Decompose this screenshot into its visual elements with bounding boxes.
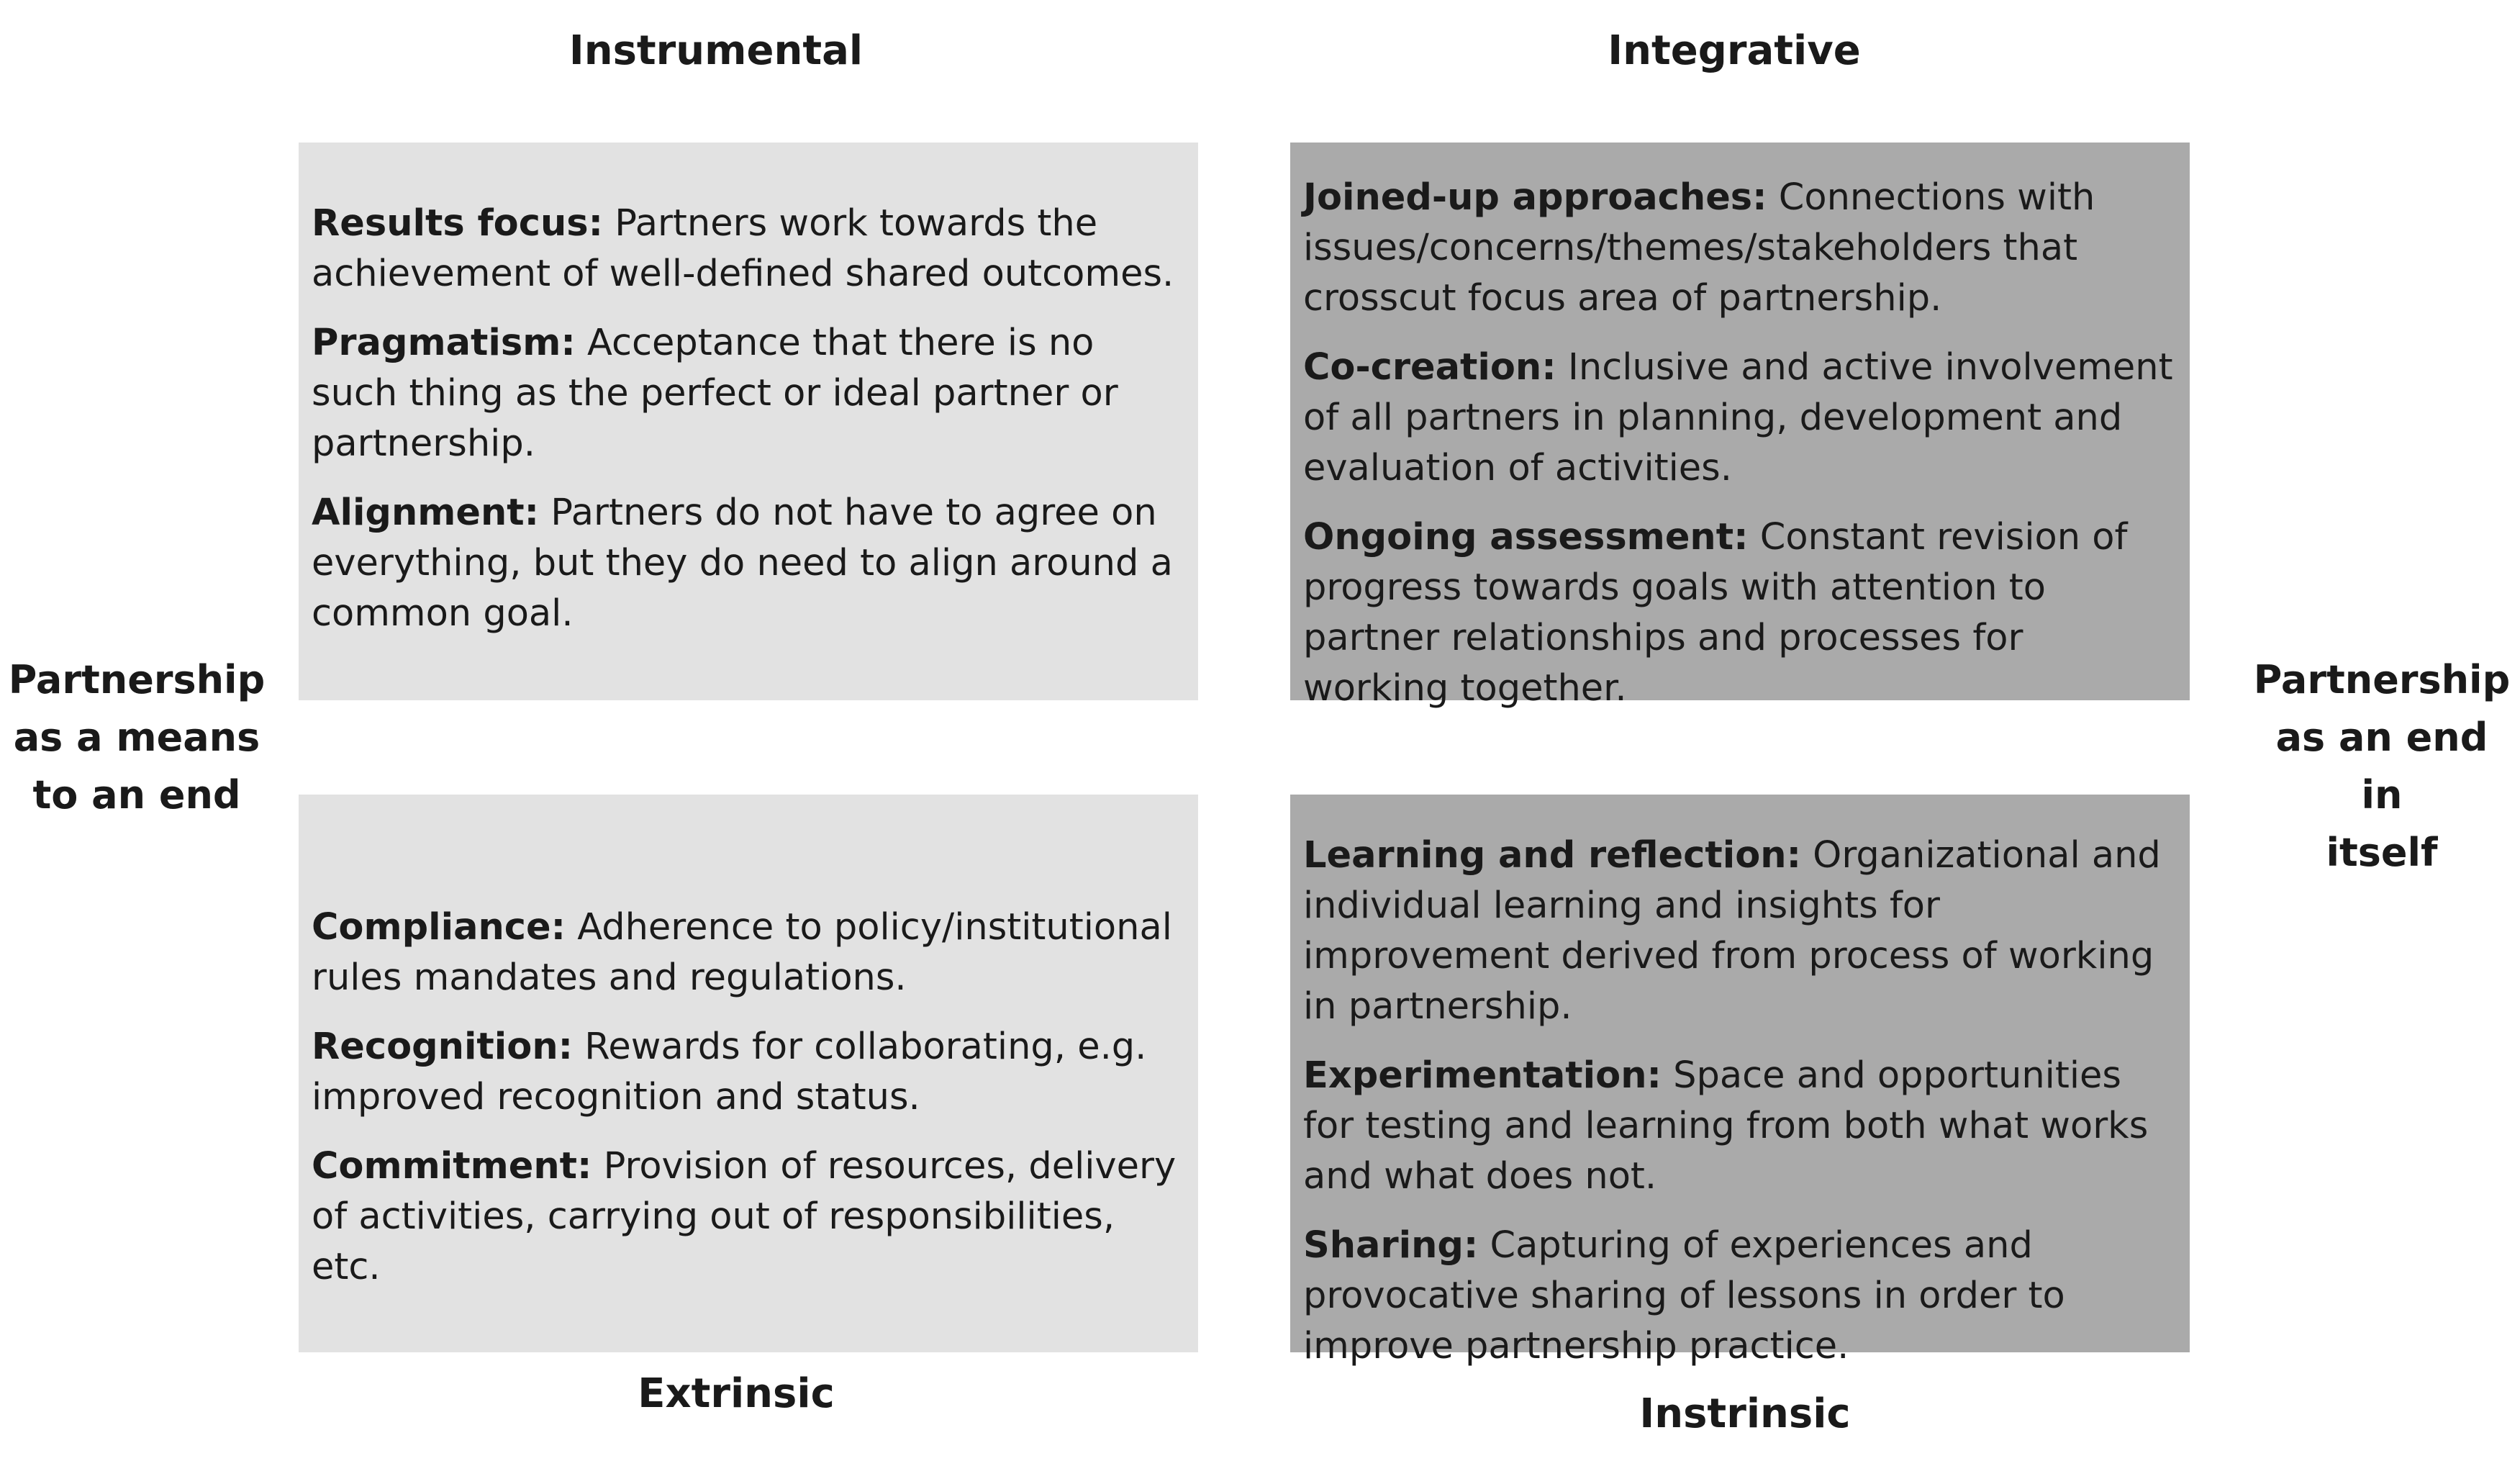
- entry-term: Recognition:: [312, 1026, 574, 1068]
- entry-term: Learning and reflection:: [1303, 834, 1801, 877]
- entry-text: Connections with issues/concerns/themes/stakeholders that crosscut focus area of partnership.: [1303, 176, 2095, 320]
- entry-results-focus: [312, 199, 1185, 299]
- side-label-end-line: as an end in: [2275, 715, 2488, 818]
- entry-text: Space and opportunities for testing and learning from both what works and what does not.: [1303, 1054, 2149, 1198]
- side-label-end-line: Partnership: [2253, 657, 2511, 702]
- quadrant-integrative: [1290, 143, 2190, 710]
- entry-text: Partners work towards the achievement of well-defined shared outcomes.: [312, 202, 1174, 295]
- entry-term: Co-creation:: [1303, 346, 1556, 389]
- heading-instrinsic: Instrinsic: [1639, 1390, 1851, 1437]
- quadrant-instrumental: [299, 143, 1198, 700]
- entry-term: Sharing:: [1303, 1224, 1479, 1267]
- side-label-means-line: as a means: [13, 715, 260, 760]
- side-label-end: [2252, 651, 2511, 882]
- entry-term: Ongoing assessment:: [1303, 516, 1749, 558]
- entry-co-creation: [1303, 343, 2177, 494]
- entry-text: Inclusive and active involvement of all partners in planning, development and evaluation of activities.: [1303, 346, 2173, 489]
- entry-pragmatism: [312, 318, 1185, 469]
- entry-term: Pragmatism:: [312, 322, 576, 364]
- entry-alignment: [312, 488, 1185, 639]
- entry-text: Provision of resources, delivery of activities, carrying out of responsibilities, etc.: [312, 1145, 1177, 1288]
- entry-commitment: [312, 1141, 1185, 1293]
- side-label-means: [7, 651, 266, 824]
- entry-term: Experimentation:: [1303, 1054, 1662, 1097]
- side-label-end-line: itself: [2326, 830, 2438, 875]
- entry-text: Partners do not have to agree on everything, but they do need to align around a common goal.: [312, 492, 1173, 635]
- entry-text: Capturing of experiences and provocative sharing of lessons in order to improve partnership practice.: [1303, 1224, 2065, 1367]
- entry-term: Results focus:: [312, 202, 604, 245]
- entry-text: Rewards for collaborating, e.g. improved recognition and status.: [312, 1026, 1147, 1118]
- entry-text: Acceptance that there is no such thing as the perfect or ideal partner or partnership.: [312, 322, 1118, 465]
- side-label-means-line: to an end: [32, 772, 241, 818]
- entry-text: Constant revision of progress towards goals with attention to partner relationships and processes for working together.: [1303, 516, 2128, 710]
- heading-extrinsic: Extrinsic: [638, 1370, 835, 1417]
- entry-term: Alignment:: [312, 492, 540, 534]
- entry-recognition: [312, 1022, 1185, 1123]
- entry-text: Adherence to policy/institutional rules mandates and regulations.: [312, 906, 1172, 999]
- entry-term: Compliance:: [312, 906, 566, 949]
- entry-term: Commitment:: [312, 1145, 592, 1188]
- entry-ongoing-assessment: [1303, 512, 2177, 714]
- side-label-means-line: Partnership: [8, 657, 266, 702]
- entry-experimentation: [1303, 1051, 2177, 1202]
- entry-term: Joined-up approaches:: [1303, 176, 1767, 219]
- entry-joined-up-approaches: [1303, 173, 2177, 324]
- heading-integrative: Integrative: [1608, 27, 1861, 74]
- quadrant-instrinsic: [1290, 795, 2190, 1367]
- entry-sharing: [1303, 1221, 2177, 1372]
- entry-text: Organizational and individual learning and insights for improvement derived from process of working in partnership.: [1303, 834, 2161, 1028]
- quadrant-extrinsic: [299, 795, 1198, 1352]
- entry-compliance: [312, 903, 1185, 1003]
- entry-learning-and-reflection: [1303, 831, 2177, 1032]
- heading-instrumental: Instrumental: [568, 27, 864, 74]
